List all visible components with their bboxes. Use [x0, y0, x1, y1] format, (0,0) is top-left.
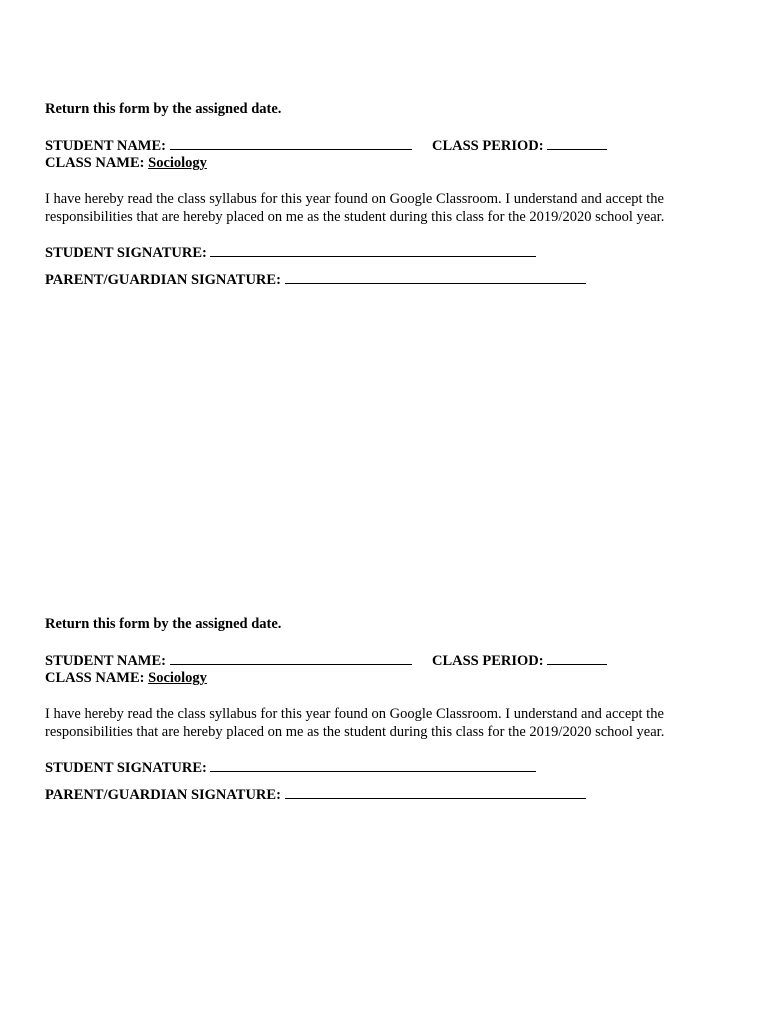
acknowledgement-statement: I have hereby read the class syllabus for this year found on Google Classroom. I understand and accept the responsibilities that are hereby placed on me as the student during this class for the 2019/2020 school year.: [45, 706, 665, 740]
class-period-label: CLASS PERIOD:: [432, 653, 544, 669]
class-name-row: [45, 154, 725, 172]
student-name-field[interactable]: [170, 651, 412, 665]
student-name-label: STUDENT NAME:: [45, 653, 166, 669]
class-period-group: [432, 651, 607, 670]
syllabus-form-2: [45, 615, 725, 804]
class-period-field[interactable]: [547, 651, 607, 665]
name-period-row: [45, 136, 725, 154]
parent-signature-label: PARENT/GUARDIAN SIGNATURE:: [45, 272, 281, 288]
student-signature-row: [45, 758, 725, 777]
class-name-value: Sociology: [148, 670, 207, 686]
student-signature-label: STUDENT SIGNATURE:: [45, 245, 207, 261]
syllabus-form-1: [45, 100, 725, 289]
form-instruction: Return this form by the assigned date.: [45, 101, 282, 117]
student-name-group: [45, 136, 412, 155]
class-name-row: [45, 669, 725, 687]
student-signature-label: STUDENT SIGNATURE:: [45, 760, 207, 776]
student-name-group: [45, 651, 412, 670]
parent-signature-label: PARENT/GUARDIAN SIGNATURE:: [45, 787, 281, 803]
student-signature-row: [45, 243, 725, 262]
parent-signature-row: [45, 270, 725, 289]
parent-signature-row: [45, 785, 725, 804]
parent-signature-field[interactable]: [285, 270, 586, 284]
class-name-label: CLASS NAME:: [45, 155, 145, 171]
class-period-label: CLASS PERIOD:: [432, 138, 544, 154]
student-name-field[interactable]: [170, 136, 412, 150]
name-period-row: [45, 651, 725, 669]
form-instruction: Return this form by the assigned date.: [45, 616, 282, 632]
parent-signature-field[interactable]: [285, 785, 586, 799]
student-signature-field[interactable]: [210, 243, 536, 257]
student-signature-field[interactable]: [210, 758, 536, 772]
class-name-label: CLASS NAME:: [45, 670, 145, 686]
student-name-label: STUDENT NAME:: [45, 138, 166, 154]
acknowledgement-statement: I have hereby read the class syllabus for this year found on Google Classroom. I understand and accept the responsibilities that are hereby placed on me as the student during this class for the 2019/2020 school year.: [45, 191, 665, 225]
class-name-value: Sociology: [148, 155, 207, 171]
class-period-field[interactable]: [547, 136, 607, 150]
class-period-group: [432, 136, 607, 155]
